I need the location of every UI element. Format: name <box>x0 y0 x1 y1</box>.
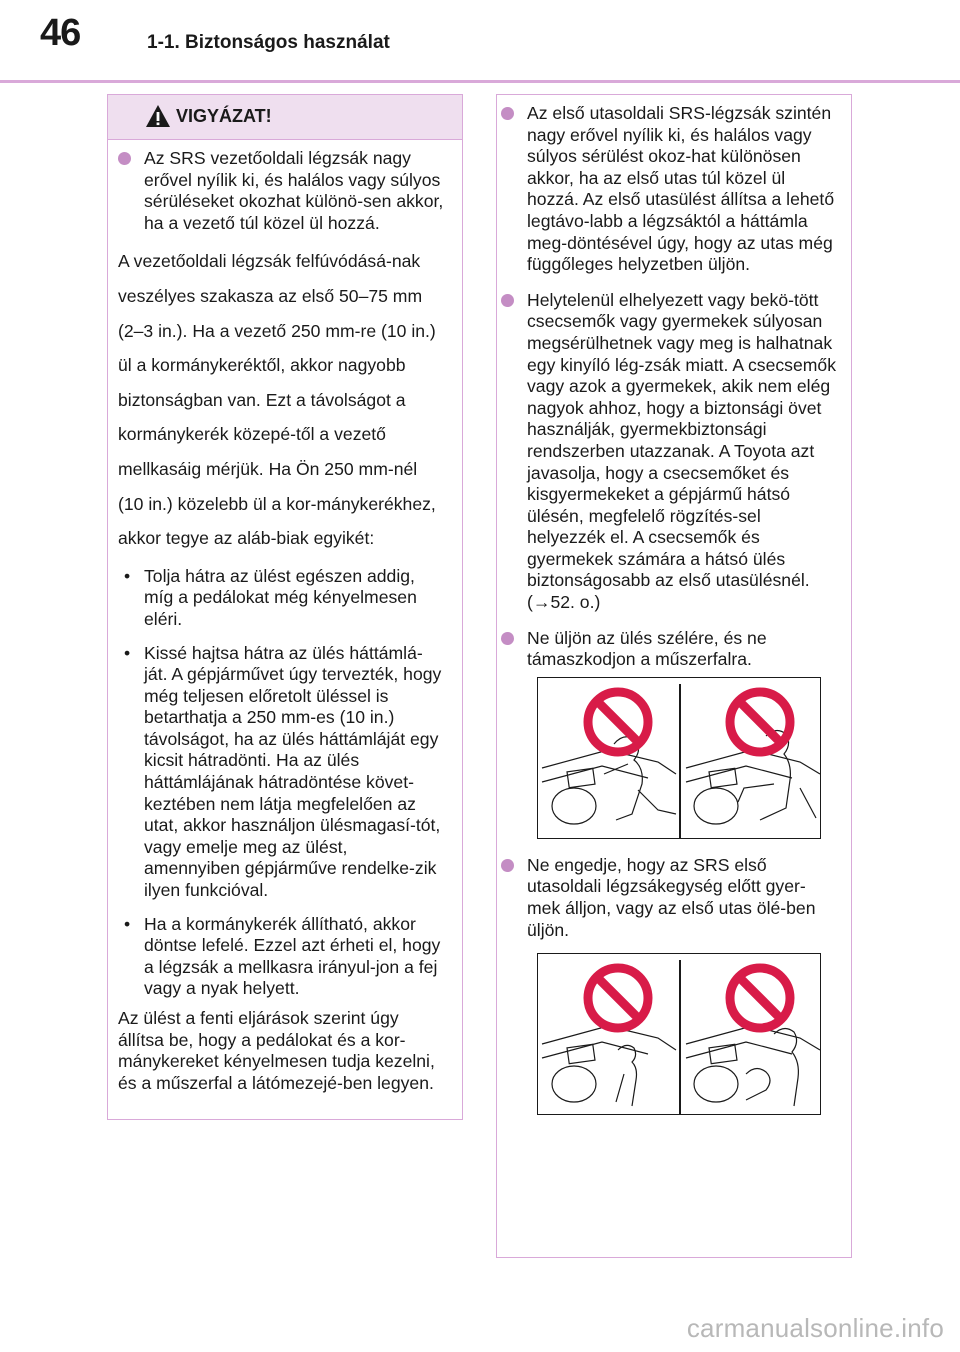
prohibited-icon <box>730 692 790 752</box>
watermark: carmanualsonline.info <box>686 1313 944 1343</box>
warning-title: VIGYÁZAT! <box>176 106 272 126</box>
right-column <box>496 94 852 1258</box>
bullet-text: Ne üljön az ülés szélére, és ne támaszkodjon a műszerfalra. <box>527 627 767 670</box>
list-item <box>501 290 837 614</box>
bullet-dot-icon <box>501 107 514 120</box>
dash-item-text: Tolja hátra az ülést egészen addig, míg a pedálokat még kényelmesen eléri. <box>144 565 417 629</box>
bullet-dot-icon <box>501 294 514 307</box>
list-item <box>118 148 446 234</box>
prohibited-icon <box>588 968 648 1028</box>
bullet-dot-icon <box>118 152 131 165</box>
dash-item-text: Ha a kormánykerék állítható, akkor döntse lefelé. Ezzel azt érheti el, hogy a légzsák a mellkasra irányul-jon a fej vagy a nyak helyett. <box>144 913 441 999</box>
prohibited-icon <box>588 692 648 752</box>
bullet-dot-icon <box>501 859 514 872</box>
bullet-text: Ne engedje, hogy az SRS első utasoldali légzsákegység előtt gyer-mek álljon, vagy az első utas ölé-ben üljön. <box>527 854 816 940</box>
illustration-child-in-front-seat <box>537 953 821 1115</box>
list-item <box>501 855 837 941</box>
illustration-drawing <box>538 678 822 840</box>
warning-triangle-icon <box>145 104 171 128</box>
warning-box <box>107 94 463 1120</box>
list-item <box>501 628 837 671</box>
bullet-dot-icon <box>501 632 514 645</box>
warning-paragraph: A vezetőoldali légzsák felfúvódásá-nak veszélyes szakasza az első 50–75 mm (2–3 in.). Ha a vezető 250 mm-re (10 in.) ül a kormánykeréktől, akkor nagyobb biztonságban van. Ezt a távolságot a kormánykerék közepé-től a vezető mellkasáig mérjük. Ha Ön 250 mm-nél (10 in.) közelebb ül a kor-mánykerékhez, akkor tegye az aláb-biak egyikét: <box>118 251 436 549</box>
right-body <box>497 95 851 1115</box>
prohibited-icon <box>730 968 790 1028</box>
bullet-text: Helytelenül elhelyezett vagy bekö-tött csecsemők vagy gyermekek súlyosan megsérülhetnek vagy meg is halhatnak egy kinyíló lég-zsák miatt. A csecsemők vagy azok a gyermekek, akik nem elég nagyok ahhoz, hogy a biztonsági övet használják, gyermekbiztonsági rendszerben utazzanak. A Toyota azt javasolja, hogy a csecsemőket és kisgyermekeket a gépjármű hátsó ülésén, megfelelő rögzítés-sel helyezzék el. A csecsemők és gyermekek számára a hátsó ülés biztonságosabb az első utasülésnél. ( <box>527 289 836 613</box>
list-item <box>501 103 837 276</box>
list-item <box>118 914 446 1000</box>
warning-paragraph: Az ülést a fenti eljárások szerint úgy állítsa be, hogy a pedálokat és a kor-mánykereket kényelmesen tudja kezelni, és a műszerfal a látómezejé-ben legyen. <box>118 1008 435 1093</box>
illustration-drawing <box>538 954 822 1116</box>
dash-item-text: Kissé hajtsa hátra az ülés háttámlá-ját. A gépjárművet úgy tervezték, hogy még teljesen előretolt üléssel is betarthatja a 250 mm-es (10 in.) távolságot, ha az ülés háttámláját egy kicsit hátradönti. Ha az ülés háttámlájának hátradöntése követ-keztében nem látja megfelelően az utat, akkor használjon ülésmagasí-tót, vagy emelje meg az ülést, amennyiben gépjárműve rendelke-zik ilyen funkcióval. <box>144 642 442 901</box>
warning-body <box>108 140 462 1094</box>
page-header <box>0 0 960 83</box>
list-item <box>118 643 446 902</box>
dash-bullet-icon: • <box>124 642 131 663</box>
page-number: 46 <box>40 12 81 54</box>
list-item <box>118 566 446 631</box>
illustration-leaning-on-dashboard <box>537 677 821 839</box>
section-title: 1-1. Biztonságos használat <box>147 32 390 53</box>
dash-bullet-icon: • <box>124 565 131 586</box>
page-reference: →52. o.) <box>532 592 601 613</box>
warning-header <box>108 95 462 140</box>
dash-bullet-icon: • <box>124 913 131 934</box>
warning-bullet-text: Az SRS vezetőoldali légzsák nagy erővel nyílik ki, és halálos vagy súlyos sérüléseket okozhat különö-sen akkor, ha a vezető túl közel ül hozzá. <box>144 148 444 233</box>
bullet-text: Az első utasoldali SRS-légzsák szintén nagy erővel nyílik ki, és halálos vagy súlyos sérülést okoz-hat különösen akkor, ha az első utas túl közel ül hozzá. Az első utasülést állítsa a lehető legtávo-labb a légzsáktól a háttámla meg-döntésével úgy, hogy az utas még függőleges helyzetben üljön. <box>527 103 835 275</box>
